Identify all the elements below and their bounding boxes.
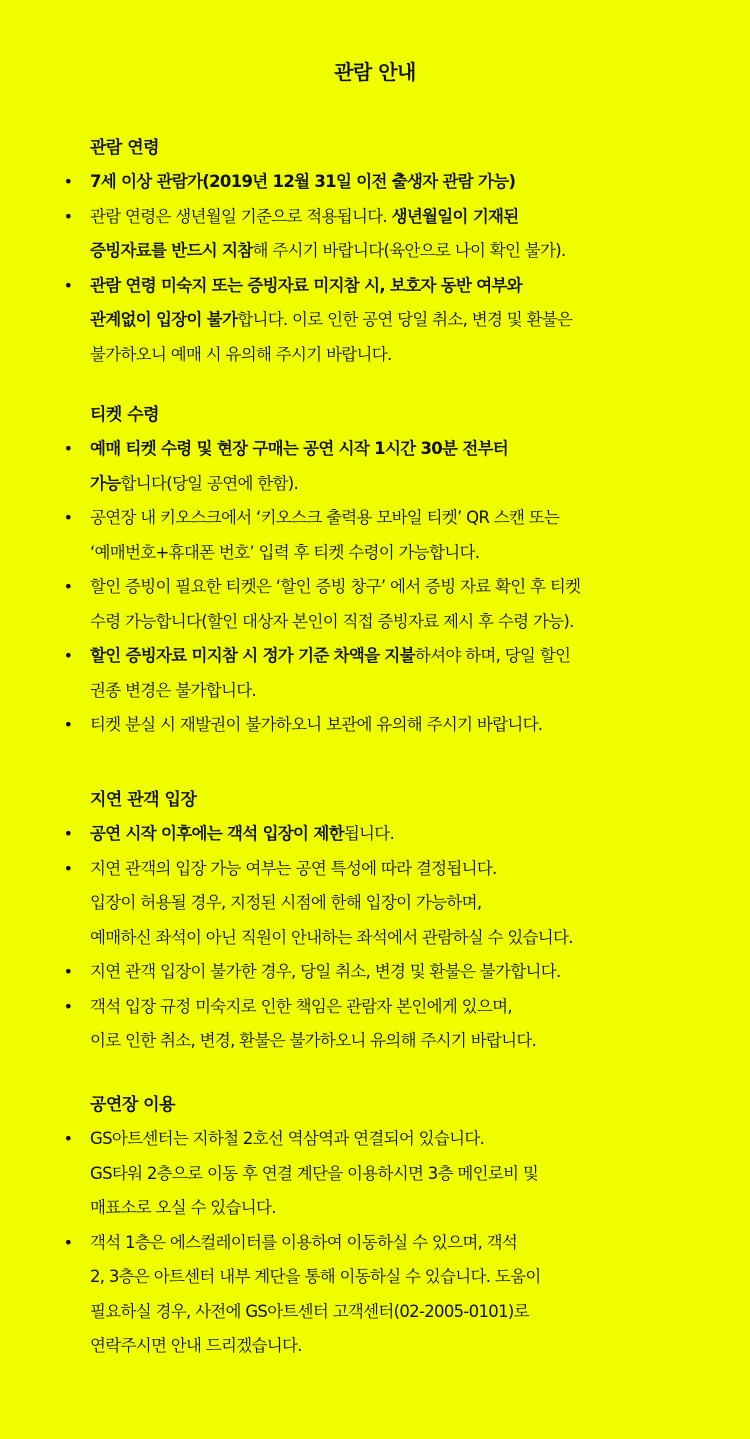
list-item [0,570,750,639]
item-line [90,674,710,709]
text-segment: 증빙자료를 반드시 지참 [90,241,253,260]
item-line [90,639,710,674]
list-item [0,852,750,956]
item-line [90,269,710,304]
list-item [0,269,750,373]
item-line [90,1122,710,1157]
item-line [90,921,710,956]
list-item [0,708,750,743]
list-item [0,501,750,570]
item-line [90,501,710,536]
text-segment: 할인 증빙이 필요한 티켓은 ‘할인 증빙 창구’ 에서 증빙 자료 확인 후 티켓 [90,577,581,596]
item-line [90,1329,710,1364]
item-line [90,817,710,852]
item-line [90,1191,710,1226]
section-venue-use [0,1088,750,1364]
bullet-icon: • [63,275,73,295]
section-heading: 관람 연령 [90,138,160,158]
text-segment: 입장이 허용될 경우, 지정된 시점에 한해 입장이 가능하며, [90,893,482,912]
text-segment: 관람 연령 미숙지 또는 증빙자료 미지참 시, 보호자 동반 여부와 [90,275,522,295]
text-segment: 할인 증빙자료 미지참 시 정가 기준 차액을 지불 [90,646,415,665]
item-line [90,1260,710,1295]
text-segment: 생년월일이 기재된 [391,206,519,226]
item-line [90,303,710,338]
text-segment: 관계없이 입장이 불가 [90,310,238,329]
text-segment: 합니다. 이로 인한 공연 당일 취소, 변경 및 환불은 [237,310,573,329]
section-late-entry [0,783,750,1059]
bullet-icon: • [63,646,73,665]
section-heading: 티켓 수령 [90,405,160,425]
bullet-icon: • [63,172,73,191]
text-segment: 해 주시기 바랍니다(육안으로 나이 확인 불가). [252,241,566,260]
item-line [90,605,710,640]
list-item [0,1226,750,1364]
text-segment: 지연 관객 입장이 불가한 경우, 당일 취소, 변경 및 환불은 불가합니다. [90,962,561,981]
text-segment: 2, 3층은 아트센터 내부 계단을 통해 이동하실 수 있습니다. 도움이 [90,1267,541,1286]
bullet-icon: • [63,1129,73,1148]
list-item [0,639,750,708]
bullet-icon: • [63,962,73,981]
item-line [90,570,710,605]
bullet-icon: • [63,577,73,596]
list-item [0,955,750,990]
text-segment: 가능 [90,473,121,493]
section-age [0,131,750,372]
item-line [90,708,710,743]
text-segment: 이로 인한 취소, 변경, 환불은 불가하오니 유의해 주시기 바랍니다. [90,1031,537,1050]
text-segment: 합니다(당일 공연에 한함). [120,473,298,493]
section-heading: 공연장 이용 [90,1095,176,1115]
text-segment: 관람 연령은 생년월일 기준으로 적용됩니다. [90,206,392,226]
text-segment: GS타워 2층으로 이동 후 연결 계단을 이용하시면 3층 메인로비 및 [90,1163,539,1183]
bullet-icon: • [63,858,73,878]
text-segment: 하셔야 하며, 당일 할인 [414,646,571,665]
bullet-icon: • [63,206,73,226]
bullet-icon: • [63,824,73,843]
item-line [90,200,710,235]
text-segment: ‘예매번호+휴대폰 번호’ 입력 후 티켓 수령이 가능합니다. [90,542,480,562]
page-title: 관람 안내 [334,60,416,84]
item-line [90,1157,710,1192]
text-segment: 티켓 분실 시 재발권이 불가하오니 보관에 유의해 주시기 바랍니다. [90,715,543,734]
text-segment: 필요하실 경우, 사전에 GS아트센터 고객센터(02-2005-0101)로 [90,1301,529,1321]
section-ticket-pickup [0,398,750,743]
item-line [90,886,710,921]
list-item [0,1122,750,1226]
text-segment: 수령 가능합니다(할인 대상자 본인이 직접 증빙자료 제시 후 수령 가능). [90,611,574,631]
text-segment: 객석 입장 규정 미숙지로 인한 책임은 관람자 본인에게 있으며, [90,996,512,1016]
item-line [90,536,710,571]
text-segment: 예매하신 좌석이 아닌 직원이 안내하는 좌석에서 관람하실 수 있습니다. [90,927,573,947]
item-line [90,955,710,990]
item-line [90,432,710,467]
text-segment: 공연 시작 이후에는 객석 입장이 제한 [90,824,344,843]
bullet-icon: • [63,1232,73,1252]
text-segment: 예매 티켓 수령 및 현장 구매는 공연 시작 1시간 30분 전부터 [90,439,509,458]
list-item [0,990,750,1059]
list-item [0,432,750,501]
item-line [90,234,710,269]
list-item [0,165,750,200]
item-line [90,852,710,887]
bullet-icon: • [63,715,73,734]
item-line [90,467,710,502]
list-item [0,817,750,852]
bullet-icon: • [63,439,73,458]
section-heading: 지연 관객 입장 [90,790,197,810]
text-segment: 매표소로 오실 수 있습니다. [90,1198,276,1217]
text-segment: 객석 1층은 에스컬레이터를 이용하여 이동하실 수 있으며, 객석 [90,1232,518,1252]
text-segment: 연락주시면 안내 드리겠습니다. [90,1336,302,1355]
bullet-icon: • [63,508,73,527]
item-line [90,1295,710,1330]
text-segment: GS아트센터는 지하철 2호선 역삼역과 연결되어 있습니다. [90,1129,485,1148]
text-segment: 권종 변경은 불가합니다. [90,680,257,700]
text-segment: 공연장 내 키오스크에서 ‘키오스크 출력용 모바일 티켓’ QR 스캔 또는 [90,508,560,527]
text-segment: 됩니다. [343,824,395,843]
text-segment: 7세 이상 관람가(2019년 12월 31일 이전 출생자 관람 가능) [90,172,516,191]
item-line [90,1226,710,1261]
item-line [90,165,710,200]
item-line [90,990,710,1025]
item-line [90,338,710,373]
bullet-icon: • [63,996,73,1016]
text-segment: 불가하오니 예매 시 유의해 주시기 바랍니다. [90,344,392,364]
text-segment: 지연 관객의 입장 가능 여부는 공연 특성에 따라 결정됩니다. [90,858,497,878]
item-line [90,1024,710,1059]
list-item [0,200,750,269]
